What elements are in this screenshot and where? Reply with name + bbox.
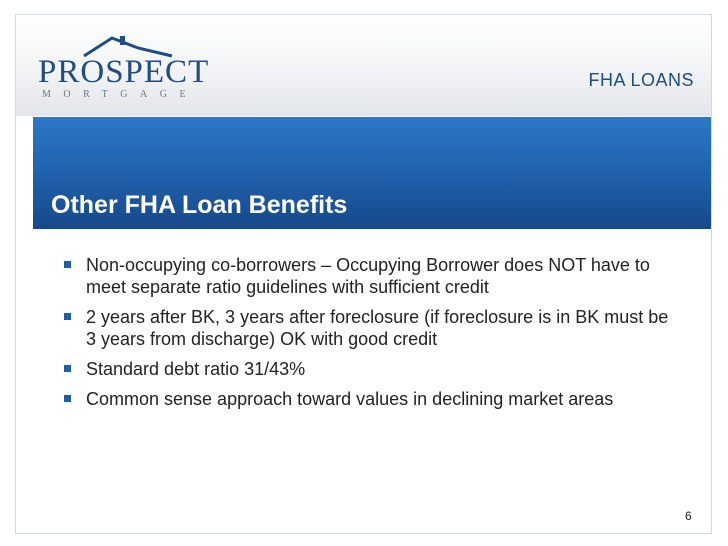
- title-band: [33, 117, 711, 229]
- section-label: FHA LOANS: [588, 70, 694, 90]
- bullet-text: Non-occupying co-borrowers – Occupying Borrower does NOT have to meet separate ratio guidelines with sufficient credit: [86, 255, 650, 297]
- square-bullet-icon: [64, 261, 71, 268]
- logo-wordmark: PROSPECT: [38, 54, 210, 90]
- bullet-item: [62, 388, 682, 410]
- bullet-item: [62, 358, 682, 380]
- company-logo: [34, 34, 210, 104]
- logo-subtitle: MORTGAGE: [42, 89, 199, 100]
- bullet-item: [62, 254, 682, 298]
- page-number: 6: [685, 509, 692, 523]
- bullet-list: [62, 254, 682, 418]
- bullet-text: Common sense approach toward values in declining market areas: [86, 389, 614, 409]
- bullet-text: Standard debt ratio 31/43%: [86, 359, 306, 379]
- slide-title: Other FHA Loan Benefits: [51, 191, 348, 219]
- square-bullet-icon: [64, 395, 71, 402]
- square-bullet-icon: [64, 365, 71, 372]
- bullet-text: 2 years after BK, 3 years after foreclosure (if foreclosure is in BK must be 3 years from discharge) OK with good credit: [86, 307, 669, 349]
- bullet-item: [62, 306, 682, 350]
- square-bullet-icon: [64, 313, 71, 320]
